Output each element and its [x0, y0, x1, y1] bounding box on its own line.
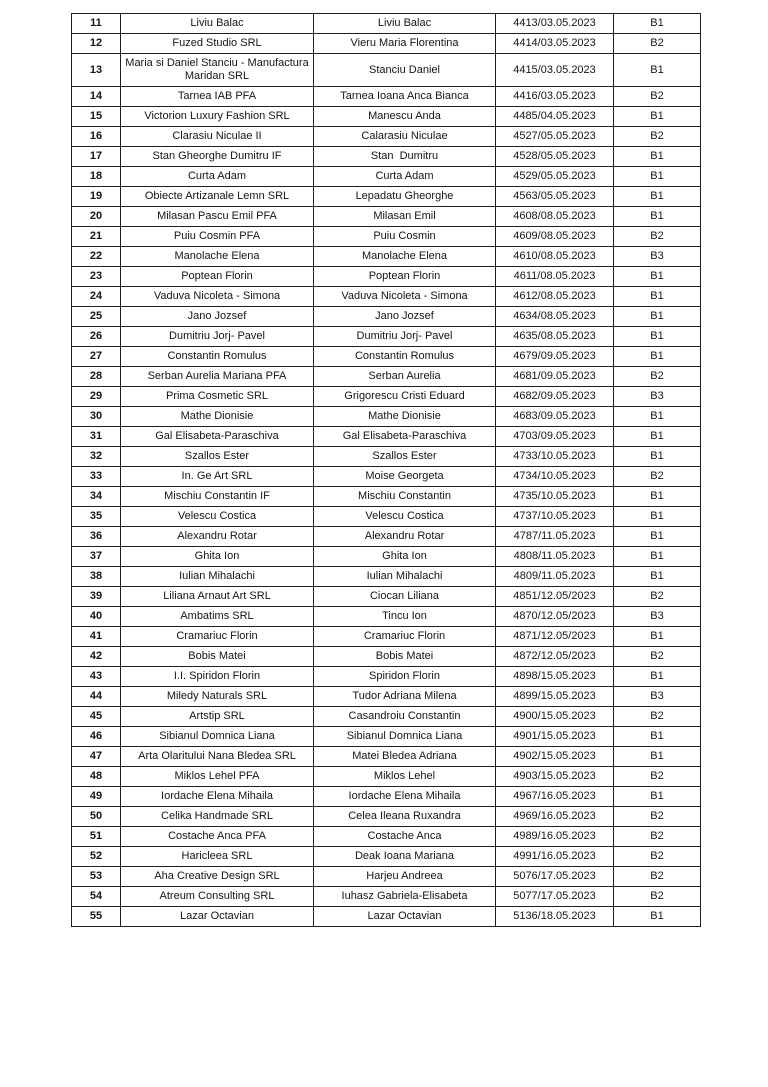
cell-category-code: B1 [614, 267, 701, 287]
cell-company-name: Vaduva Nicoleta - Simona [121, 287, 314, 307]
cell-category-code: B2 [614, 87, 701, 107]
cell-category-code: B1 [614, 547, 701, 567]
cell-registration-number-date: 4609/08.05.2023 [496, 227, 614, 247]
cell-row-number: 43 [72, 667, 121, 687]
table-row [72, 367, 701, 387]
cell-row-number: 48 [72, 767, 121, 787]
table-row [72, 14, 701, 34]
table-row [72, 847, 701, 867]
cell-category-code: B1 [614, 487, 701, 507]
cell-category-code: B3 [614, 247, 701, 267]
cell-row-number: 39 [72, 587, 121, 607]
cell-registration-number-date: 4898/15.05.2023 [496, 667, 614, 687]
cell-representative-name: Manolache Elena [314, 247, 496, 267]
cell-registration-number-date: 4737/10.05.2023 [496, 507, 614, 527]
cell-category-code: B1 [614, 14, 701, 34]
cell-registration-number-date: 4787/11.05.2023 [496, 527, 614, 547]
table-row [72, 567, 701, 587]
cell-registration-number-date: 4735/10.05.2023 [496, 487, 614, 507]
cell-row-number: 23 [72, 267, 121, 287]
cell-category-code: B1 [614, 427, 701, 447]
cell-representative-name: Milasan Emil [314, 207, 496, 227]
cell-category-code: B2 [614, 887, 701, 907]
cell-row-number: 36 [72, 527, 121, 547]
table-row [72, 167, 701, 187]
cell-category-code: B3 [614, 687, 701, 707]
cell-representative-name: Stanciu Daniel [314, 54, 496, 87]
cell-row-number: 42 [72, 647, 121, 667]
cell-registration-number-date: 4682/09.05.2023 [496, 387, 614, 407]
cell-row-number: 21 [72, 227, 121, 247]
cell-company-name: Ambatims SRL [121, 607, 314, 627]
cell-row-number: 16 [72, 127, 121, 147]
table-row [72, 34, 701, 54]
cell-row-number: 45 [72, 707, 121, 727]
cell-category-code: B1 [614, 507, 701, 527]
cell-registration-number-date: 4733/10.05.2023 [496, 447, 614, 467]
cell-category-code: B1 [614, 187, 701, 207]
table-row [72, 867, 701, 887]
cell-category-code: B1 [614, 747, 701, 767]
table-row [72, 887, 701, 907]
cell-company-name: Tarnea IAB PFA [121, 87, 314, 107]
cell-company-name: Aha Creative Design SRL [121, 867, 314, 887]
cell-representative-name: Liviu Balac [314, 14, 496, 34]
cell-category-code: B2 [614, 587, 701, 607]
cell-category-code: B1 [614, 567, 701, 587]
cell-representative-name: Alexandru Rotar [314, 527, 496, 547]
cell-registration-number-date: 5077/17.05.2023 [496, 887, 614, 907]
cell-category-code: B2 [614, 227, 701, 247]
cell-registration-number-date: 4414/03.05.2023 [496, 34, 614, 54]
cell-company-name: Constantin Romulus [121, 347, 314, 367]
cell-company-name: Dumitriu Jorj- Pavel [121, 327, 314, 347]
cell-registration-number-date: 4635/08.05.2023 [496, 327, 614, 347]
cell-category-code: B1 [614, 147, 701, 167]
cell-company-name: Cramariuc Florin [121, 627, 314, 647]
cell-row-number: 13 [72, 54, 121, 87]
cell-category-code: B2 [614, 647, 701, 667]
cell-row-number: 51 [72, 827, 121, 847]
cell-company-name: Prima Cosmetic SRL [121, 387, 314, 407]
cell-category-code: B1 [614, 447, 701, 467]
cell-row-number: 44 [72, 687, 121, 707]
cell-category-code: B2 [614, 807, 701, 827]
cell-company-name: Bobis Matei [121, 647, 314, 667]
cell-representative-name: Moise Georgeta [314, 467, 496, 487]
cell-category-code: B2 [614, 767, 701, 787]
cell-company-name: Haricleea SRL [121, 847, 314, 867]
cell-row-number: 38 [72, 567, 121, 587]
cell-representative-name: Stan Dumitru [314, 147, 496, 167]
cell-company-name: Stan Gheorghe Dumitru IF [121, 147, 314, 167]
cell-representative-name: Sibianul Domnica Liana [314, 727, 496, 747]
cell-registration-number-date: 4681/09.05.2023 [496, 367, 614, 387]
cell-company-name: Clarasiu Niculae II [121, 127, 314, 147]
cell-representative-name: Szallos Ester [314, 447, 496, 467]
cell-row-number: 53 [72, 867, 121, 887]
cell-company-name: Atreum Consulting SRL [121, 887, 314, 907]
cell-registration-number-date: 5076/17.05.2023 [496, 867, 614, 887]
registry-table [71, 13, 701, 927]
cell-row-number: 28 [72, 367, 121, 387]
cell-row-number: 12 [72, 34, 121, 54]
cell-company-name: Gal Elisabeta-Paraschiva [121, 427, 314, 447]
cell-category-code: B3 [614, 387, 701, 407]
cell-category-code: B2 [614, 467, 701, 487]
cell-category-code: B2 [614, 847, 701, 867]
cell-category-code: B1 [614, 207, 701, 227]
cell-company-name: Arta Olaritului Nana Bledea SRL [121, 747, 314, 767]
cell-category-code: B1 [614, 107, 701, 127]
cell-registration-number-date: 4608/08.05.2023 [496, 207, 614, 227]
cell-representative-name: Ciocan Liliana [314, 587, 496, 607]
cell-representative-name: Spiridon Florin [314, 667, 496, 687]
cell-row-number: 27 [72, 347, 121, 367]
cell-representative-name: Gal Elisabeta-Paraschiva [314, 427, 496, 447]
cell-representative-name: Miklos Lehel [314, 767, 496, 787]
table-row [72, 667, 701, 687]
cell-representative-name: Tincu Ion [314, 607, 496, 627]
cell-row-number: 41 [72, 627, 121, 647]
cell-row-number: 37 [72, 547, 121, 567]
table-row [72, 647, 701, 667]
cell-registration-number-date: 4703/09.05.2023 [496, 427, 614, 447]
cell-company-name: Fuzed Studio SRL [121, 34, 314, 54]
table-row [72, 207, 701, 227]
table-row [72, 827, 701, 847]
table-row [72, 107, 701, 127]
cell-row-number: 20 [72, 207, 121, 227]
cell-row-number: 26 [72, 327, 121, 347]
cell-registration-number-date: 4683/09.05.2023 [496, 407, 614, 427]
cell-category-code: B1 [614, 287, 701, 307]
cell-representative-name: Grigorescu Cristi Eduard [314, 387, 496, 407]
cell-row-number: 49 [72, 787, 121, 807]
cell-registration-number-date: 4612/08.05.2023 [496, 287, 614, 307]
cell-row-number: 19 [72, 187, 121, 207]
cell-row-number: 14 [72, 87, 121, 107]
table-row [72, 707, 701, 727]
cell-representative-name: Harjeu Andreea [314, 867, 496, 887]
cell-row-number: 52 [72, 847, 121, 867]
cell-company-name: Miklos Lehel PFA [121, 767, 314, 787]
cell-representative-name: Deak Ioana Mariana [314, 847, 496, 867]
cell-company-name: Sibianul Domnica Liana [121, 727, 314, 747]
cell-company-name: Serban Aurelia Mariana PFA [121, 367, 314, 387]
table-row [72, 187, 701, 207]
cell-company-name: Liliana Arnaut Art SRL [121, 587, 314, 607]
cell-representative-name: Lepadatu Gheorghe [314, 187, 496, 207]
cell-representative-name: Iulian Mihalachi [314, 567, 496, 587]
cell-category-code: B3 [614, 607, 701, 627]
table-row [72, 227, 701, 247]
cell-category-code: B1 [614, 787, 701, 807]
cell-representative-name: Ghita Ion [314, 547, 496, 567]
cell-registration-number-date: 4529/05.05.2023 [496, 167, 614, 187]
table-row [72, 607, 701, 627]
cell-registration-number-date: 4871/12.05/2023 [496, 627, 614, 647]
cell-company-name: Alexandru Rotar [121, 527, 314, 547]
cell-representative-name: Cramariuc Florin [314, 627, 496, 647]
table-row [72, 747, 701, 767]
table-row [72, 907, 701, 927]
cell-company-name: Jano Jozsef [121, 307, 314, 327]
cell-representative-name: Curta Adam [314, 167, 496, 187]
cell-registration-number-date: 4902/15.05.2023 [496, 747, 614, 767]
cell-company-name: Costache Anca PFA [121, 827, 314, 847]
table-row [72, 467, 701, 487]
cell-row-number: 15 [72, 107, 121, 127]
cell-row-number: 30 [72, 407, 121, 427]
cell-company-name: Lazar Octavian [121, 907, 314, 927]
table-row [72, 527, 701, 547]
cell-row-number: 50 [72, 807, 121, 827]
table-row [72, 787, 701, 807]
cell-representative-name: Iuhasz Gabriela-Elisabeta [314, 887, 496, 907]
table-body [72, 14, 701, 927]
cell-representative-name: Casandroiu Constantin [314, 707, 496, 727]
cell-company-name: Manolache Elena [121, 247, 314, 267]
table-row [72, 587, 701, 607]
cell-company-name: Mischiu Constantin IF [121, 487, 314, 507]
cell-registration-number-date: 4563/05.05.2023 [496, 187, 614, 207]
cell-company-name: Szallos Ester [121, 447, 314, 467]
cell-registration-number-date: 4989/16.05.2023 [496, 827, 614, 847]
cell-registration-number-date: 4991/16.05.2023 [496, 847, 614, 867]
cell-representative-name: Iordache Elena Mihaila [314, 787, 496, 807]
cell-representative-name: Tarnea Ioana Anca Bianca [314, 87, 496, 107]
cell-row-number: 40 [72, 607, 121, 627]
cell-category-code: B2 [614, 34, 701, 54]
cell-company-name: Maria si Daniel Stanciu - Manufactura Maridan SRL [121, 54, 314, 87]
cell-category-code: B1 [614, 167, 701, 187]
cell-representative-name: Matei Bledea Adriana [314, 747, 496, 767]
table-row [72, 247, 701, 267]
table-row [72, 147, 701, 167]
table-row [72, 547, 701, 567]
cell-category-code: B1 [614, 527, 701, 547]
cell-category-code: B1 [614, 907, 701, 927]
cell-representative-name: Constantin Romulus [314, 347, 496, 367]
cell-company-name: Liviu Balac [121, 14, 314, 34]
cell-company-name: Ghita Ion [121, 547, 314, 567]
cell-row-number: 55 [72, 907, 121, 927]
cell-company-name: Velescu Costica [121, 507, 314, 527]
cell-registration-number-date: 4610/08.05.2023 [496, 247, 614, 267]
cell-row-number: 11 [72, 14, 121, 34]
cell-representative-name: Mischiu Constantin [314, 487, 496, 507]
cell-representative-name: Costache Anca [314, 827, 496, 847]
table-row [72, 427, 701, 447]
table-row [72, 287, 701, 307]
cell-registration-number-date: 4870/12.05/2023 [496, 607, 614, 627]
cell-company-name: I.I. Spiridon Florin [121, 667, 314, 687]
cell-row-number: 35 [72, 507, 121, 527]
cell-representative-name: Tudor Adriana Milena [314, 687, 496, 707]
cell-row-number: 17 [72, 147, 121, 167]
cell-company-name: Mathe Dionisie [121, 407, 314, 427]
cell-representative-name: Celea Ileana Ruxandra [314, 807, 496, 827]
cell-registration-number-date: 4967/16.05.2023 [496, 787, 614, 807]
cell-company-name: Miledy Naturals SRL [121, 687, 314, 707]
cell-category-code: B1 [614, 307, 701, 327]
cell-registration-number-date: 4415/03.05.2023 [496, 54, 614, 87]
cell-representative-name: Mathe Dionisie [314, 407, 496, 427]
cell-registration-number-date: 5136/18.05.2023 [496, 907, 614, 927]
cell-row-number: 25 [72, 307, 121, 327]
cell-row-number: 24 [72, 287, 121, 307]
cell-row-number: 33 [72, 467, 121, 487]
table-row [72, 687, 701, 707]
cell-row-number: 22 [72, 247, 121, 267]
cell-company-name: Puiu Cosmin PFA [121, 227, 314, 247]
table-row [72, 87, 701, 107]
cell-category-code: B1 [614, 54, 701, 87]
cell-row-number: 29 [72, 387, 121, 407]
cell-registration-number-date: 4734/10.05.2023 [496, 467, 614, 487]
cell-representative-name: Manescu Anda [314, 107, 496, 127]
cell-representative-name: Velescu Costica [314, 507, 496, 527]
cell-registration-number-date: 4872/12.05/2023 [496, 647, 614, 667]
cell-registration-number-date: 4809/11.05.2023 [496, 567, 614, 587]
cell-registration-number-date: 4899/15.05.2023 [496, 687, 614, 707]
cell-representative-name: Vaduva Nicoleta - Simona [314, 287, 496, 307]
cell-representative-name: Jano Jozsef [314, 307, 496, 327]
cell-company-name: Artstip SRL [121, 707, 314, 727]
cell-registration-number-date: 4413/03.05.2023 [496, 14, 614, 34]
cell-registration-number-date: 4527/05.05.2023 [496, 127, 614, 147]
table-row [72, 487, 701, 507]
table-row [72, 407, 701, 427]
cell-registration-number-date: 4969/16.05.2023 [496, 807, 614, 827]
cell-registration-number-date: 4416/03.05.2023 [496, 87, 614, 107]
table-row [72, 267, 701, 287]
table-row [72, 447, 701, 467]
table-row [72, 387, 701, 407]
cell-representative-name: Calarasiu Niculae [314, 127, 496, 147]
cell-registration-number-date: 4485/04.05.2023 [496, 107, 614, 127]
table-row [72, 807, 701, 827]
cell-company-name: Poptean Florin [121, 267, 314, 287]
cell-registration-number-date: 4901/15.05.2023 [496, 727, 614, 747]
cell-category-code: B2 [614, 867, 701, 887]
cell-registration-number-date: 4528/05.05.2023 [496, 147, 614, 167]
cell-category-code: B2 [614, 707, 701, 727]
cell-row-number: 18 [72, 167, 121, 187]
cell-category-code: B2 [614, 367, 701, 387]
cell-registration-number-date: 4634/08.05.2023 [496, 307, 614, 327]
cell-row-number: 47 [72, 747, 121, 767]
cell-row-number: 34 [72, 487, 121, 507]
cell-registration-number-date: 4611/08.05.2023 [496, 267, 614, 287]
table-row [72, 307, 701, 327]
cell-company-name: Celika Handmade SRL [121, 807, 314, 827]
cell-representative-name: Puiu Cosmin [314, 227, 496, 247]
cell-company-name: In. Ge Art SRL [121, 467, 314, 487]
cell-category-code: B2 [614, 127, 701, 147]
table-row [72, 54, 701, 87]
cell-category-code: B1 [614, 627, 701, 647]
cell-row-number: 54 [72, 887, 121, 907]
cell-registration-number-date: 4808/11.05.2023 [496, 547, 614, 567]
table-row [72, 727, 701, 747]
cell-registration-number-date: 4851/12.05/2023 [496, 587, 614, 607]
cell-row-number: 31 [72, 427, 121, 447]
cell-representative-name: Vieru Maria Florentina [314, 34, 496, 54]
table-row [72, 767, 701, 787]
cell-category-code: B1 [614, 327, 701, 347]
cell-category-code: B1 [614, 407, 701, 427]
cell-representative-name: Bobis Matei [314, 647, 496, 667]
cell-company-name: Victorion Luxury Fashion SRL [121, 107, 314, 127]
cell-category-code: B1 [614, 347, 701, 367]
cell-category-code: B1 [614, 727, 701, 747]
cell-category-code: B2 [614, 827, 701, 847]
cell-company-name: Milasan Pascu Emil PFA [121, 207, 314, 227]
cell-representative-name: Poptean Florin [314, 267, 496, 287]
cell-company-name: Curta Adam [121, 167, 314, 187]
cell-company-name: Iulian Mihalachi [121, 567, 314, 587]
cell-company-name: Obiecte Artizanale Lemn SRL [121, 187, 314, 207]
table-row [72, 327, 701, 347]
cell-registration-number-date: 4900/15.05.2023 [496, 707, 614, 727]
table-row [72, 127, 701, 147]
table-row [72, 507, 701, 527]
cell-company-name: Iordache Elena Mihaila [121, 787, 314, 807]
cell-row-number: 32 [72, 447, 121, 467]
cell-registration-number-date: 4679/09.05.2023 [496, 347, 614, 367]
cell-representative-name: Lazar Octavian [314, 907, 496, 927]
cell-category-code: B1 [614, 667, 701, 687]
table-row [72, 347, 701, 367]
cell-representative-name: Dumitriu Jorj- Pavel [314, 327, 496, 347]
cell-row-number: 46 [72, 727, 121, 747]
cell-representative-name: Serban Aurelia [314, 367, 496, 387]
table-row [72, 627, 701, 647]
cell-registration-number-date: 4903/15.05.2023 [496, 767, 614, 787]
